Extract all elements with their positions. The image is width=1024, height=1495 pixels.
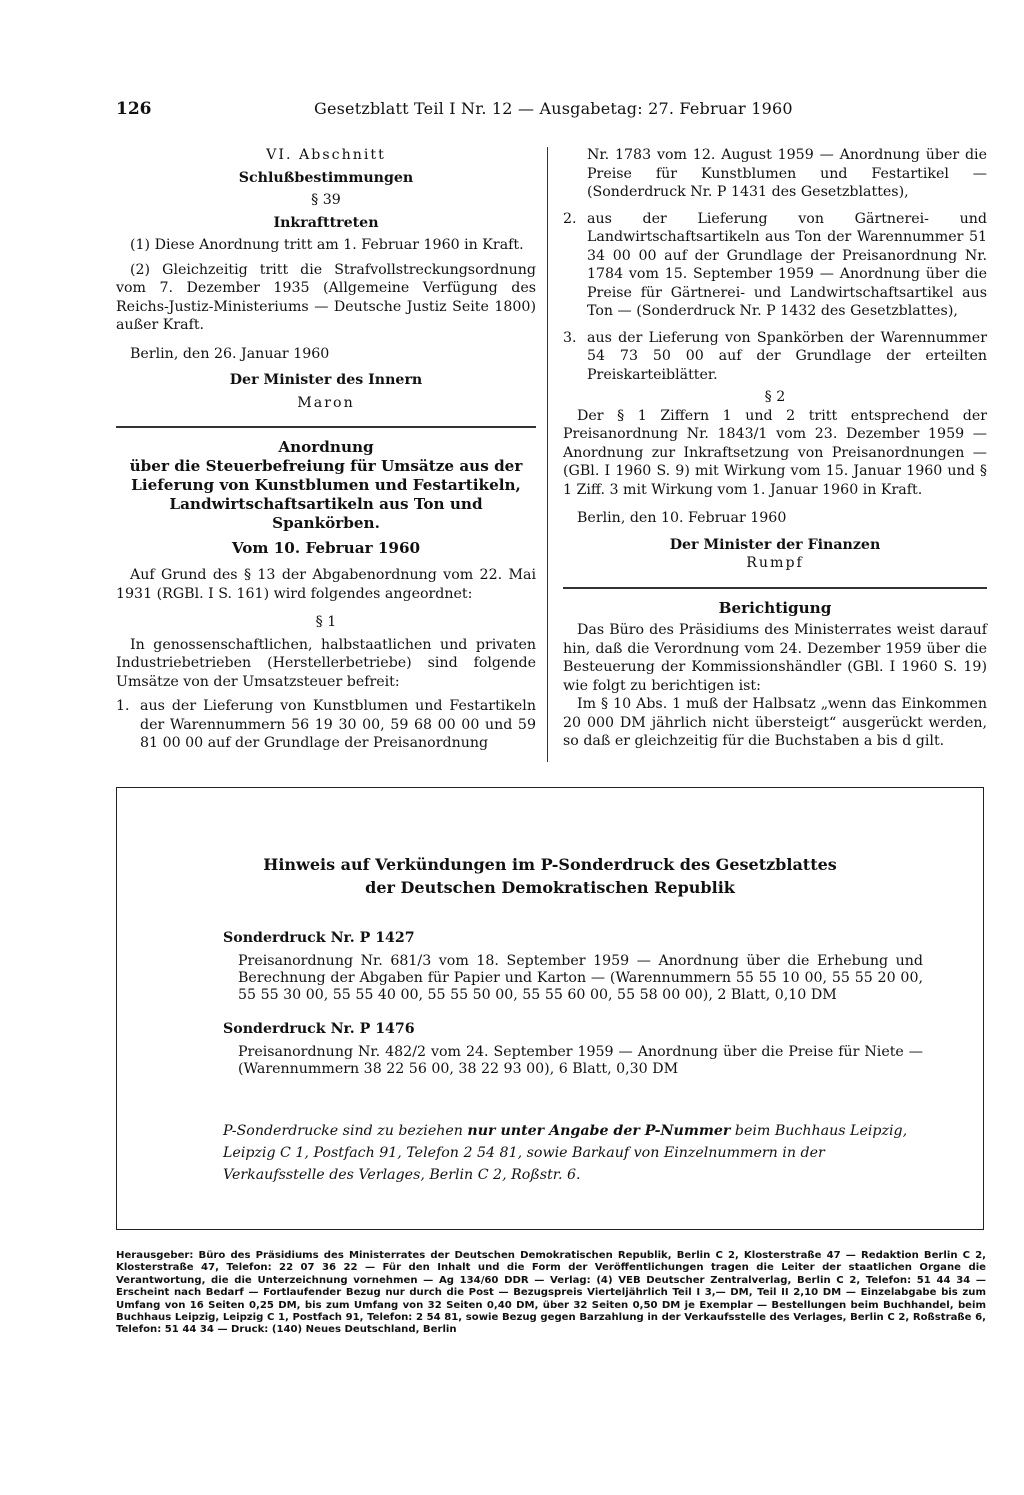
ordinance-title: Anordnung [278,438,374,456]
correction-title: Berichtigung [718,598,832,617]
signer-name: Maron [297,394,355,411]
notice-title-line-1: Hinweis auf Verkündungen im P-Sonderdruck des Gesetzblattes [263,855,837,874]
notice-footer-part-3: beim Buchhaus Leipzig, Leipzig C 1, Postfach 91, Telefon 2 54 81, sowie Barkauf von Einzelnummern in der Verkaufsstelle des Verlages, Berlin C 2, Roßstr. 6. [223,1123,908,1183]
list-item [116,697,536,753]
correction-paragraph-1: Das Büro des Präsidiums des Ministerrates weist darauf hin, daß die Verordnung vom 24. Dezember 1959 über die Besteuerung der Kommissionshändler (GBl. I 1960 S. 19) wie folgt zu berichtigen ist: [563,622,987,694]
right-column [563,146,987,751]
page-number: 126 [116,99,152,119]
publisher-imprint: Herausgeber: Büro des Präsidiums des Ministerrates der Deutschen Demokratischen Republik, Berlin C 2, Klosterstraße 47 — Redaktion Berlin C 2, Klosterstraße 47, Telefon: 22 07 36 22 — Für den Inhalt und die Form der Veröffentlichungen tragen die Leiter der staatlichen Organe die Verantwortung, die die Unterzeichnung vornehmen — Ag 134/60 DDR — Verlag: (4) VEB Deutscher Zentralverlag, Berlin C 2, Telefon: 51 44 34 — Erscheint nach Bedarf — Fortlaufender Bezug nur durch die Post — Bezugspreis Vierteljährlich Teil I 3,— DM, Teil II 2,10 DM — Einzelabgabe bis zum Umfang von 16 Seiten 0,25 DM, bis zum Umfang von 32 Seiten 0,40 DM, über 32 Seiten 0,50 DM je Exemplar — Bestellungen beim Buchhandel, beim Buchhaus Leipzig, Leipzig C 1, Postfach 91, Telefon: 2 54 81, sowie Bezug gegen Barzahlung in der Verkaufsstelle des Verlages, Berlin C 2, Roßstraße 6, Telefon: 51 44 34 — Druck: (140) Neues Deutschland, Berlin [116,1250,986,1336]
section-heading: VI. Abschnitt [266,147,386,163]
notice-footer-part-1: P-Sonderdrucke sind zu beziehen [223,1123,463,1139]
special-print-description: Preisanordnung Nr. 681/3 vom 18. September 1959 — Anordnung über die Erhebung und Berechnung der Abgaben für Papier und Karton — (Warennummern 55 55 10 00, 55 55 20 00, 55 55 30 00, 55 55 40 00, 55 55 50 00, 55 55 60 00, 55 58 00 00), 2 Blatt, 0,10 DM [238,953,923,1003]
special-print-entry [223,1021,923,1078]
list-item [563,146,987,202]
left-column [116,146,536,753]
section-subheading: Schlußbestimmungen [238,169,414,186]
list-item-number: 2. [563,210,577,227]
correction-paragraph-2: Im § 10 Abs. 1 muß der Halbsatz „wenn das Einkommen 20 000 DM jährlich nicht übersteigt“ ausgerückt werden, so daß er gleichzeitig für die Buchstaben a bis d gilt. [563,696,987,749]
section-divider [116,426,536,428]
ordinance-heading [116,438,536,558]
place-date: Berlin, den 10. Februar 1960 [577,510,787,526]
preamble: Auf Grund des § 13 der Abgabenordnung vom 22. Mai 1931 (RGBl. I S. 161) wird folgendes angeordnet: [116,567,536,602]
list-item [563,329,987,385]
ordinance-subtitle: über die Steuerbefreiung für Umsätze aus der Lieferung von Kunstblumen und Festartikeln, Landwirtschaftsartikeln aus Ton und Spankörben. [129,457,523,532]
signer-name: Rumpf [746,555,804,571]
paragraph-2-number: § 2 [764,389,786,405]
notice-title-line-2: der Deutschen Demokratischen Republik [365,878,735,897]
special-print-description: Preisanordnung Nr. 482/2 vom 24. September 1959 — Anordnung über die Preise für Niete — (Warennummern 38 22 56 00, 38 22 93 00), 6 Blatt, 0,30 DM [238,1044,923,1077]
paragraph-39-title: Inkrafttreten [273,214,379,231]
notice-title [117,853,983,899]
place-date: Berlin, den 26. Januar 1960 [130,345,330,362]
special-print-heading: Sonderdruck Nr. P 1476 [223,1021,415,1037]
section-divider [563,587,987,589]
list-item-text: aus der Lieferung von Spankörben der Warennummer 54 73 50 00 auf der Grundlage der erteilten Preiskarteiblätter. [587,329,987,383]
paragraph-39-1: (1) Diese Anordnung tritt am 1. Februar 1960 in Kraft. [130,237,524,253]
notice-footer-part-2: nur unter Angabe der P-Nummer [467,1123,731,1139]
notice-box [116,787,984,1230]
list-item-text: Nr. 1783 vom 12. August 1959 — Anordnung über die Preise für Kunstblumen und Festartikel — (Sonderdruck Nr. P 1431 des Gesetzblattes), [587,147,987,200]
ordinance-date: Vom 10. Februar 1960 [231,539,421,557]
signer-office: Der Minister des Innern [229,372,423,388]
list-item-number: 3. [563,329,577,346]
paragraph-1-text: In genossenschaftlichen, halbstaatlichen und privaten Industriebetrieben (Herstellerbetriebe) sind folgende Umsätze von der Umsatzsteuer befreit: [116,636,536,690]
page-header [116,99,986,125]
signer-office: Der Minister der Finanzen [669,536,881,553]
special-print-entry [223,930,923,1004]
notice-footer [223,1120,923,1186]
paragraph-39-number: § 39 [311,192,341,208]
special-print-heading: Sonderdruck Nr. P 1427 [223,930,415,946]
list-item [563,210,987,321]
paragraph-1-number: § 1 [315,614,337,630]
list-item-number: 1. [116,698,130,714]
paragraph-2-text: Der § 1 Ziffern 1 und 2 tritt entsprechend der Preisanordnung Nr. 1843/1 vom 23. Dezember 1959 — Anordnung zur Inkraftsetzung von Preisanordnungen — (GBl. I 1960 S. 9) mit Wirkung vom 15. Januar 1960 und § 1 Ziff. 3 mit Wirkung vom 1. Januar 1960 in Kraft. [563,407,987,498]
list-item-text: aus der Lieferung von Kunstblumen und Festartikeln der Warennummern 56 19 30 00, 59 68 00 00 und 59 81 00 00 auf der Grundlage der Preisanordnung [140,698,536,751]
column-divider [547,147,548,762]
paragraph-39-2: (2) Gleichzeitig tritt die Strafvollstreckungsordnung vom 7. Dezember 1935 (Allgemeine Verfügung des Reichs-Justiz-Ministeriums — Deutsche Justiz Seite 1800) außer Kraft. [116,261,536,333]
page-header-title: Gesetzblatt Teil I Nr. 12 — Ausgabetag: 27. Februar 1960 [314,99,793,118]
list-item-text: aus der Lieferung von Gärtnerei- und Landwirtschaftsartikeln aus Ton der Warennummer 51 34 00 00 auf der Grundlage der Preisanordnung Nr. 1784 vom 15. September 1959 — Anordnung über die Preise für Gärtnerei- und Landwirtschaftsartikel aus Ton — (Sonderdruck Nr. P 1432 des Gesetzblattes), [587,210,987,319]
